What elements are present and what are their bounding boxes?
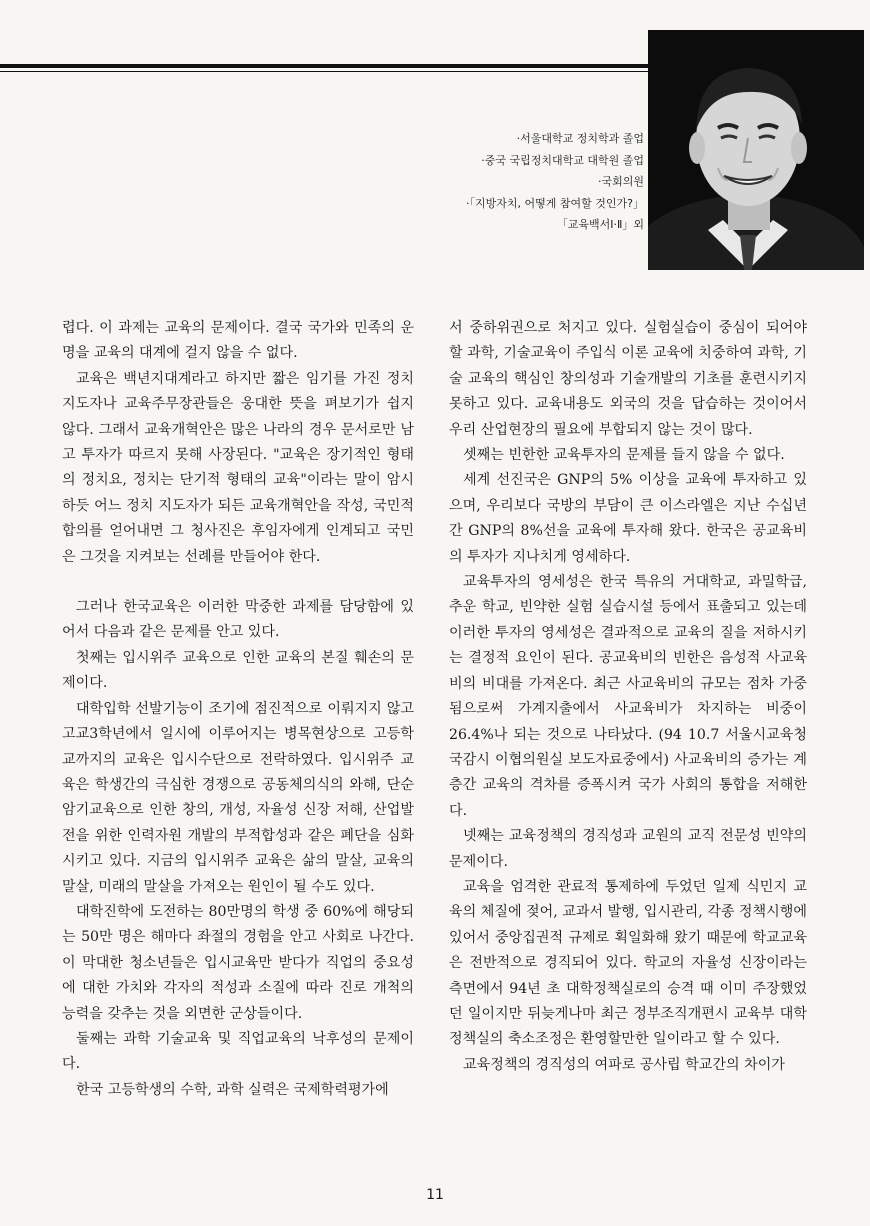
author-portrait <box>648 30 864 270</box>
paragraph: 셋째는 빈한한 교육투자의 문제를 들지 않을 수 없다. <box>463 447 785 464</box>
page-number: 11 <box>426 1187 444 1203</box>
paragraph: 넷째는 교육정책의 경직성과 교원의 교직 전문성 빈약의 문제이다. <box>449 828 807 870</box>
paragraph: 그러나 한국교육은 이러한 막중한 과제를 담당함에 있어서 다음과 같은 문제를 안고 있다. <box>62 599 414 641</box>
paragraph: 한국 고등학생의 수학, 과학 실력은 국제학력평가에 <box>76 1081 389 1098</box>
paragraph: 렵다. 이 과제는 교육의 문제이다. 결국 국가와 민족의 운명을 교육의 대계에 걸지 않을 수 없다. <box>62 320 414 362</box>
left-column <box>62 316 414 1103</box>
paragraph: 대학입학 선발기능이 조기에 점진적으로 이뤄지지 않고 고교3학년에서 일시에 이루어지는 병목현상으로 고등학교까지의 교육은 입시수단으로 전락하였다. 입시위주 교육은 학생간의 극심한 경쟁으로 공동체의식의 와해, 단순암기교육으로 인한 창의, 개성, 자율성 신장 저해, 산업발전을 위한 인력자원 개발의 부적합성과 같은 폐단을 심화시키고 있다. 지금의 입시위주 교육은 삶의 말살, 교육의 말살, 미래의 말살을 가져오는 원인이 될 수도 있다. <box>62 700 414 895</box>
header-rule-thick <box>0 64 648 68</box>
paragraph: 대학진학에 도전하는 80만명의 학생 중 60%에 해당되는 50만 명은 해마다 좌절의 경험을 안고 사회로 나간다. 이 막대한 청소년들은 입시교육만 받다가 직업의 중요성에 대한 가치와 각자의 적성과 소질에 따라 진로 개척의 능력을 갖추는 것을 외면한 군상들이다. <box>62 903 414 1022</box>
paragraph: 둘째는 과학 기술교육 및 직업교육의 낙후성의 문제이다. <box>62 1030 414 1073</box>
paragraph: 첫째는 입시위주 교육으로 인한 교육의 본질 훼손의 문제이다. <box>62 649 414 692</box>
bio-line: ·국회의원 <box>597 175 644 188</box>
bio-line: 「교육백서Ⅰ·Ⅱ」외 <box>556 218 644 231</box>
paragraph: 교육을 엄격한 관료적 통제하에 두었던 일제 식민지 교육의 체질에 젖어, 교과서 발행, 입시관리, 각종 정책시행에 있어서 중앙집권적 규제로 획일화해 왔기 때문에 학교교육은 전반적으로 경직되어 있다. 학교의 자율성 신장이라는 측면에서 94년 초 대학정책실로의 승격 때 이미 주장했었던 일이지만 뒤늦게나마 최근 정부조직개편시 교육부 대학정책실의 축소조정은 환영할만한 일이라고 할 수 있다. <box>449 878 807 1048</box>
bio-line: ·서울대학교 정치학과 졸업 <box>516 132 644 145</box>
paragraph: 교육정책의 경직성의 여파로 공사립 학교간의 차이가 <box>463 1056 785 1073</box>
bio-line: ·「지방자치, 어떻게 참여할 것인가?」 <box>466 196 644 210</box>
header-rule-thin <box>0 71 648 72</box>
right-column <box>449 316 807 1078</box>
paragraph: 교육투자의 영세성은 한국 특유의 거대학교, 과밀학급, 추운 학교, 빈약한 실험 실습시설 등에서 표출되고 있는데 이러한 투자의 영세성은 결과적으로 교육의 질을 저하시키는 결정적 요인이 된다. 공교육비의 빈한은 음성적 사교육비의 비대를 가져온다. 최근 사교육비의 규모는 점차 가중됨으로써 가계지출에서 사교육비가 차지하는 비중이 26.4%나 되는 것으로 나타났다. (94 10.7 서울시교육청 국감시 이협의원실 보도자료중에서) 사교육비의 증가는 계층간 교육의 격차를 증폭시켜 국가 사회의 통합을 저해한다. <box>449 574 807 819</box>
paragraph: 교육은 백년지대계라고 하지만 짧은 임기를 가진 정치지도자나 교육주무장관들은 웅대한 뜻을 펴보기가 쉽지 않다. 그래서 교육개혁안은 많은 나라의 경우 문서로만 남고 투자가 따르지 못해 사장된다. "교육은 장기적인 형태의 정치요, 정치는 단기적 형태의 교육"이라는 말이 암시하듯 어느 정치 지도자가 되든 교육개혁안을 작성, 국민적 합의를 얻어내면 그 청사진은 후임자에게 인계되고 국민은 그것을 지켜보는 선례를 만들어야 한다. <box>62 370 414 565</box>
bio-line: ·중국 국립정치대학교 대학원 졸업 <box>481 153 644 167</box>
paragraph: 세계 선진국은 GNP의 5% 이상을 교육에 투자하고 있으며, 우리보다 국방의 부담이 큰 이스라엘은 지난 수십년간 GNP의 8%선을 교육에 투자해 왔다. 한국은 공교육비의 투자가 지나치게 영세하다. <box>449 472 807 565</box>
paragraph: 서 중하위권으로 처지고 있다. 실험실습이 중심이 되어야 할 과학, 기술교육이 주입식 이론 교육에 치중하여 과학, 기술 교육의 핵심인 창의성과 기술개발의 기초를 훈련시키지 못하고 있다. 교육내용도 외국의 것을 답습하는 것이어서 우리 산업현장의 필요에 부합되지 않는 것이 많다. <box>449 320 807 438</box>
author-bio <box>404 128 644 236</box>
